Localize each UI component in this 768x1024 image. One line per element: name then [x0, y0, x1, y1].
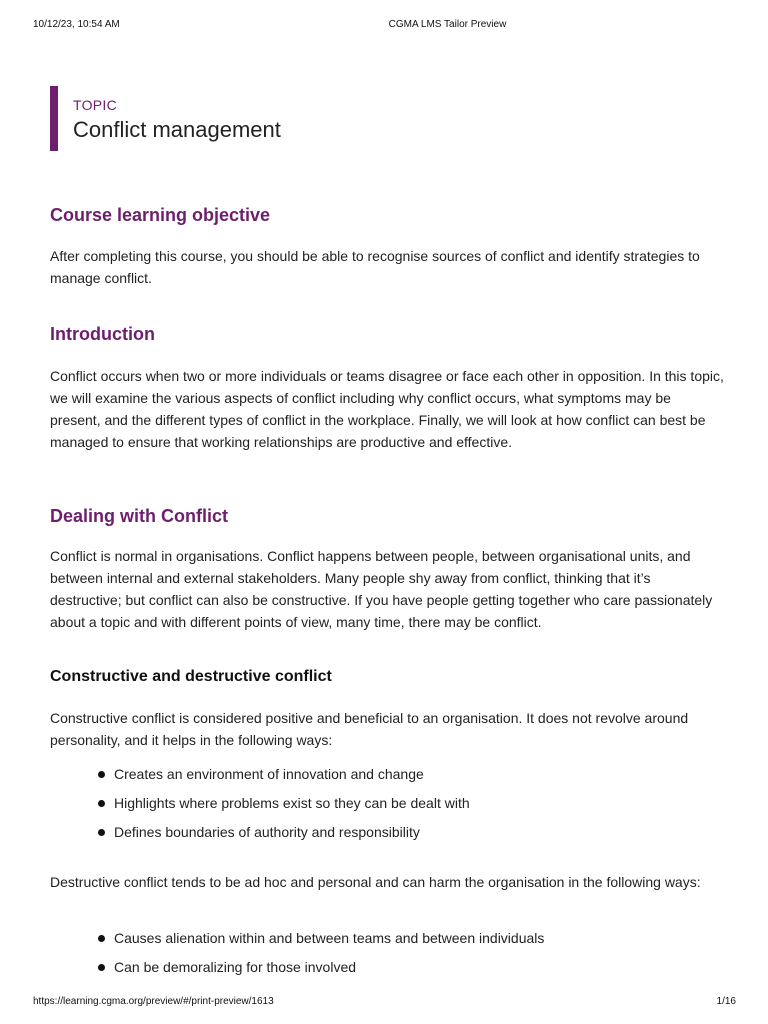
bullet-icon [98, 800, 105, 807]
list-item: Defines boundaries of authority and responsibility [50, 821, 690, 850]
list-item: Can be demoralizing for those involved [50, 956, 690, 985]
list-item: Causes alienation within and between teams and between individuals [50, 927, 690, 956]
destructive-intro: Destructive conflict tends to be ad hoc and personal and can harm the organisation in the following ways: [50, 874, 701, 890]
introduction-text: Conflict occurs when two or more individuals or teams disagree or face each other in opposition. In this topic, we will examine the various aspects of conflict including why conflict occurs, what symptoms may be present, and the different types of conflict in the workplace. Finally, we will look at how conflict can best be managed to ensure that working relationships are productive and effective. [50, 368, 724, 450]
list-item: Creates an environment of innovation and change [50, 763, 690, 792]
destructive-list [50, 927, 690, 985]
print-title: CGMA LMS Tailor Preview [388, 19, 507, 30]
topic-label: TOPIC [73, 97, 118, 113]
bullet-icon [98, 964, 105, 971]
print-datetime: 10/12/23, 10:54 AM [33, 19, 120, 30]
objective-heading: Course learning objective [50, 205, 271, 225]
constructive-intro: Constructive conflict is considered positive and beneficial to an organisation. It does not revolve around personality, and it helps in the following ways: [50, 710, 689, 748]
topic-accent-bar [50, 86, 58, 151]
bullet-icon [98, 829, 105, 836]
introduction-heading: Introduction [50, 324, 155, 344]
dealing-heading: Dealing with Conflict [50, 506, 228, 526]
constructive-list [50, 763, 690, 850]
constructive-heading: Constructive and destructive conflict [50, 668, 332, 685]
bullet-icon [98, 935, 105, 942]
print-url: https://learning.cgma.org/preview/#/print-preview/1613 [33, 996, 274, 1007]
bullet-icon [98, 771, 105, 778]
objective-text: After completing this course, you should be able to recognise sources of conflict and identify strategies to manage conflict. [50, 248, 700, 286]
page-number: 1/16 [716, 996, 736, 1007]
list-item: Highlights where problems exist so they can be dealt with [50, 792, 690, 821]
dealing-text: Conflict is normal in organisations. Conflict happens between people, between organisational units, and between internal and external stakeholders. Many people shy away from conflict, thinking that it’s destructive; but conflict can also be constructive. If you have people getting together who care passionately about a topic and with different points of view, many time, there may be conflict. [50, 548, 713, 630]
page-title: Conflict management [73, 117, 281, 142]
